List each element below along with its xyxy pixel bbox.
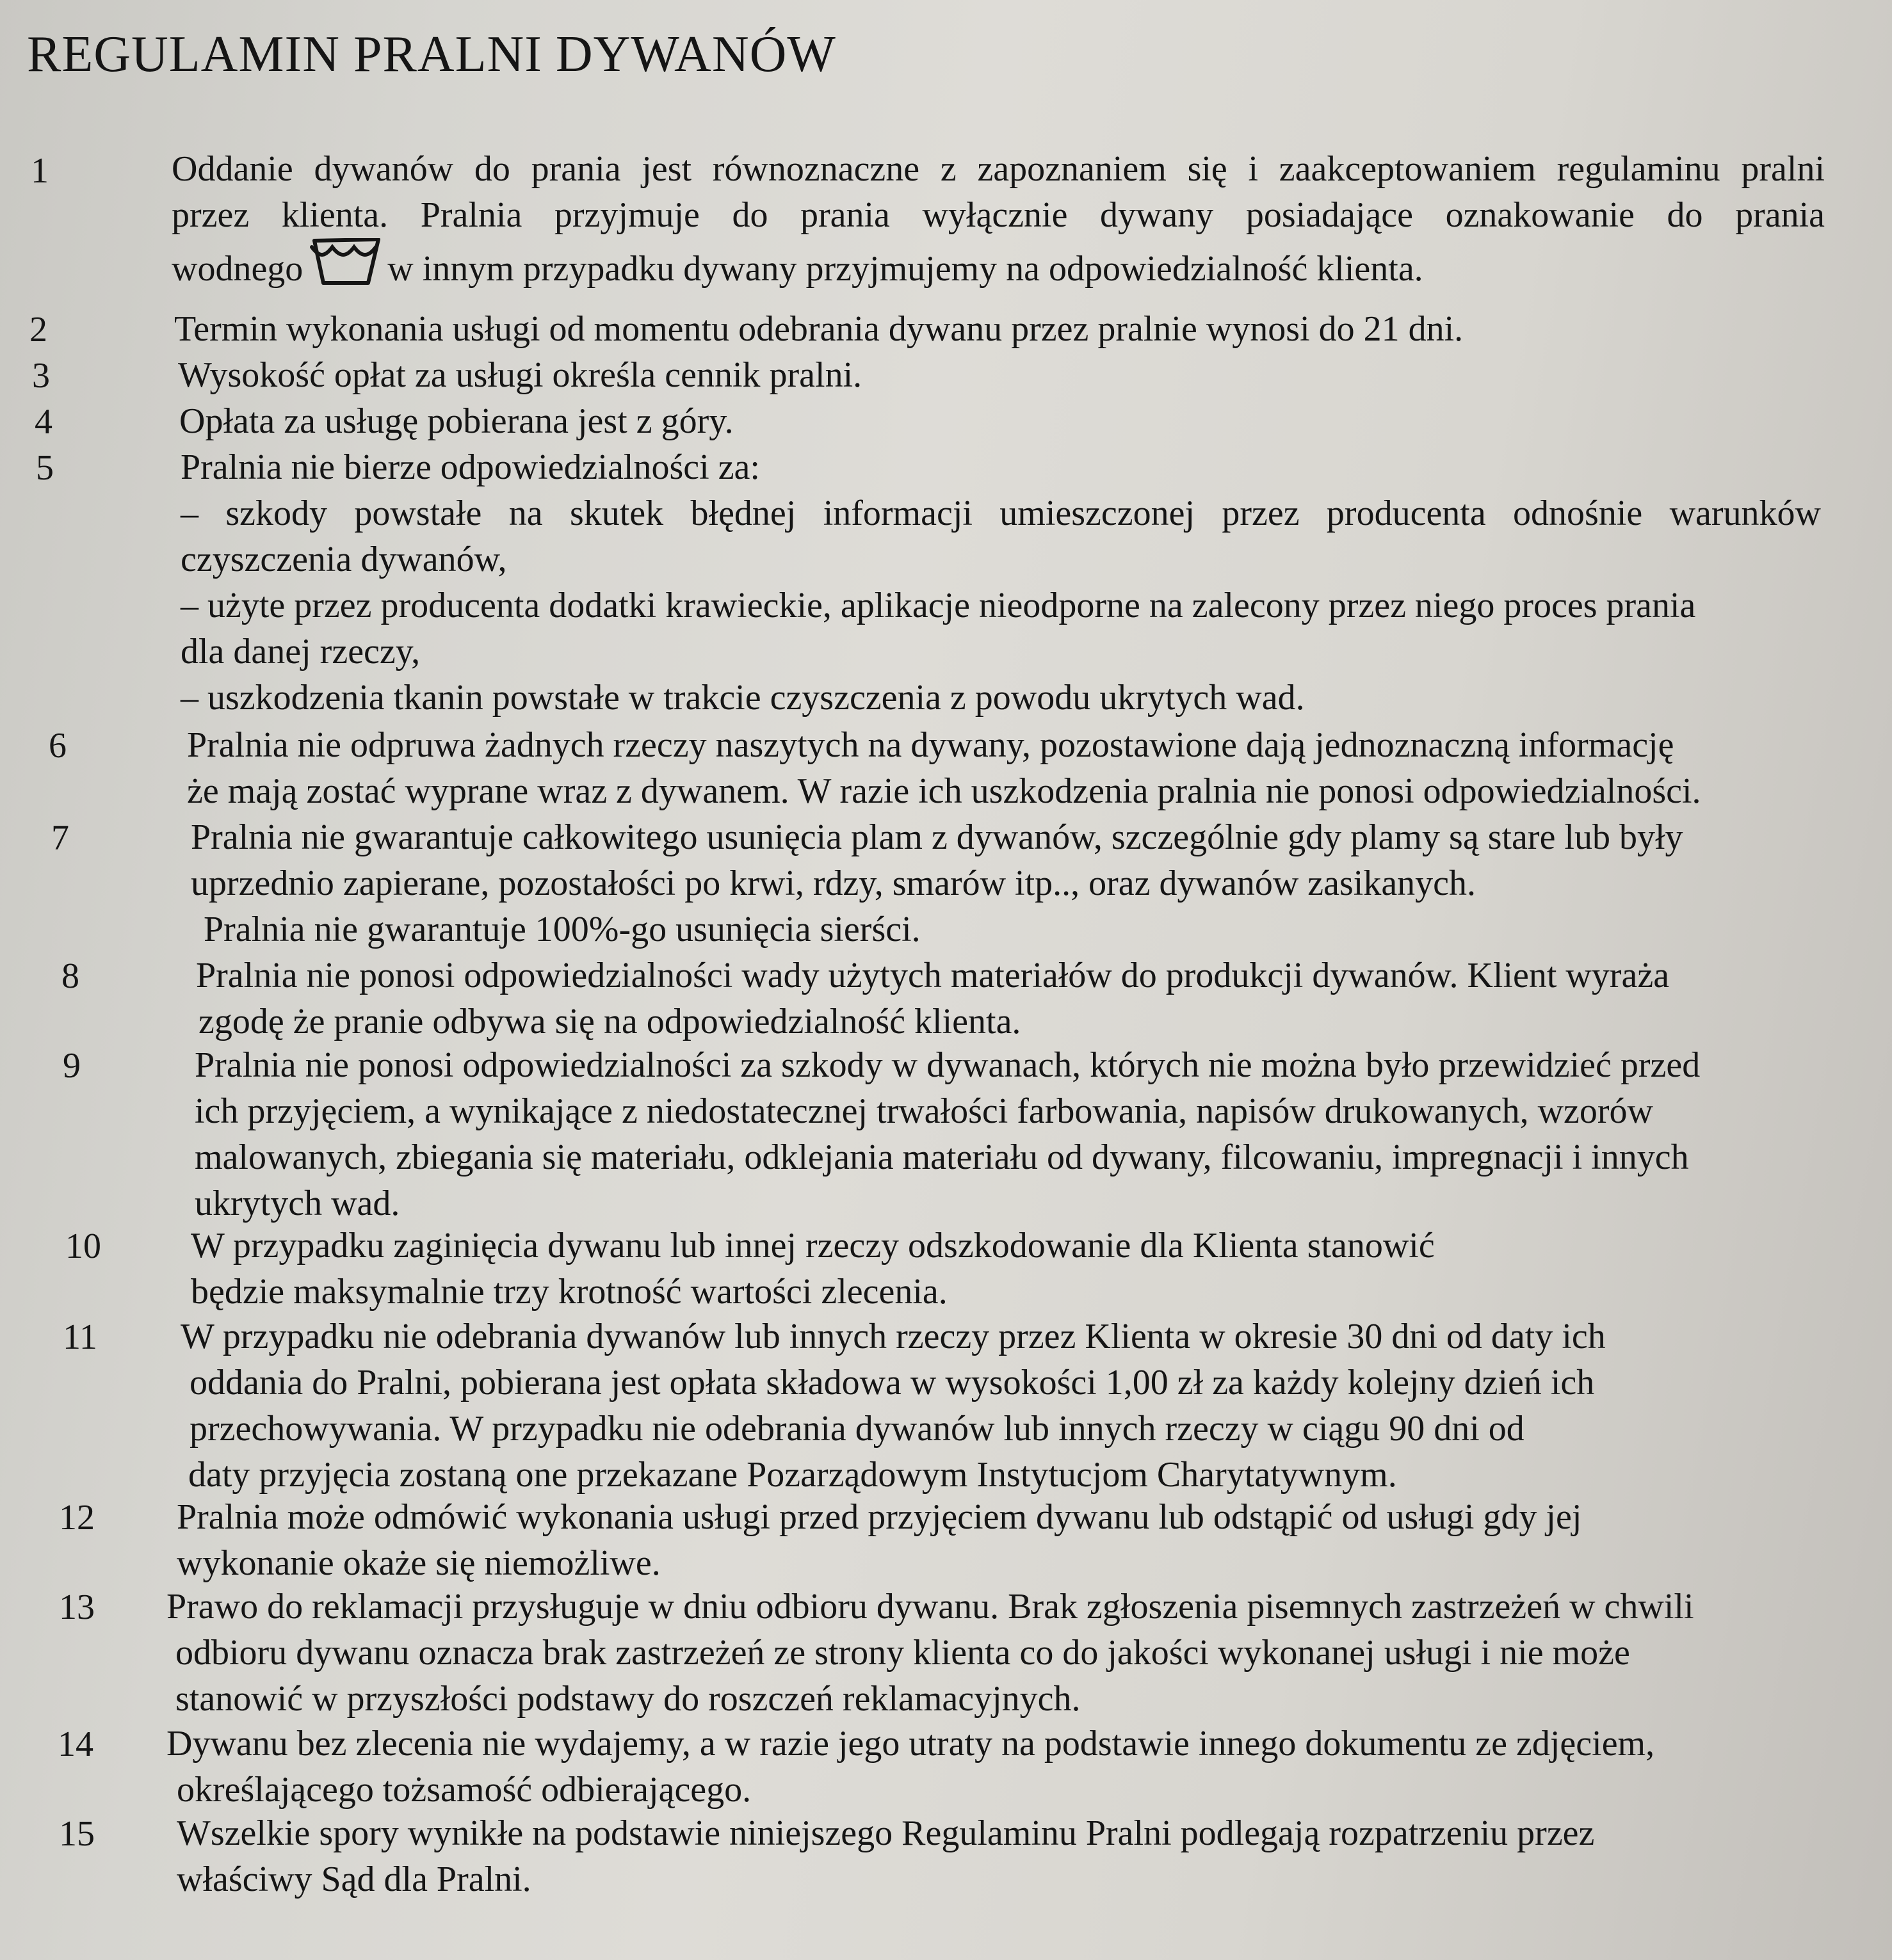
rule-line: daty przyjęcia zostaną one przekazane Pozarządowym Instytucjom Charytatywnym.	[188, 1455, 1397, 1495]
rule-line: Pralnia nie odpruwa żadnych rzeczy naszytych na dywany, pozostawione dają jednoznaczną informację	[187, 725, 1674, 765]
rule-text	[181, 444, 1821, 721]
rule-number: 2	[29, 310, 47, 349]
rule-text	[187, 722, 1701, 814]
rule-line: czyszczenia dywanów,	[181, 540, 507, 579]
rule-line: – szkody powstałe na skutek błędnej informacji umieszczonej przez producenta odnośnie warunków	[181, 494, 1821, 533]
rule-text	[166, 1721, 1654, 1813]
rule-line: Pralnia nie bierze odpowiedzialności za:	[181, 447, 760, 487]
rule-line: Prawo do reklamacji przysługuje w dniu odbioru dywanu. Brak zgłoszenia pisemnych zastrzeżeń w chwili	[166, 1587, 1694, 1627]
rule-text	[195, 1042, 1700, 1226]
rule-line: Wszelkie spory wynikłe na podstawie niniejszego Regulaminu Pralni podlegają rozpatrzeniu przez	[177, 1813, 1595, 1853]
rule-line: – użyte przez producenta dodatki krawieckie, aplikacje nieodporne na zalecony przez niego proces prania	[181, 586, 1696, 625]
rule-line	[172, 238, 1825, 306]
rule-line: stanowić w przyszłości podstawy do roszczeń reklamacyjnych.	[175, 1679, 1081, 1719]
rule-line: Wysokość opłat za usługi określa cennik pralni.	[178, 355, 862, 395]
rule-line: będzie maksymalnie trzy krotność wartości zlecenia.	[191, 1272, 948, 1312]
rule-line: malowanych, zbiegania się materiału, odklejania materiału od dywany, filcowaniu, impregnacji i innych	[195, 1137, 1689, 1177]
rule-number: 10	[65, 1226, 101, 1266]
rule-line: Opłata za usługę pobierana jest z góry.	[179, 401, 734, 441]
rule-number: 13	[59, 1587, 95, 1627]
rule-line: Pralnia nie ponosi odpowiedzialności wady użytych materiałów do produkcji dywanów. Klient wyraża	[196, 956, 1670, 995]
rule-text	[191, 1223, 1435, 1315]
rule-text	[178, 352, 862, 398]
rule-number: 15	[59, 1814, 95, 1854]
rule-line: Termin wykonania usługi od momentu odebrania dywanu przez pralnie wynosi do 21 dni.	[174, 309, 1464, 349]
rule-line-part: wodnego	[172, 248, 303, 289]
rule-number: 1	[31, 151, 49, 191]
rule-text	[196, 952, 1669, 1045]
rule-line: odbioru dywanu oznacza brak zastrzeżeń ze strony klienta co do jakości wykonanej usługi i nie może	[175, 1633, 1630, 1673]
rule-number: 14	[58, 1724, 93, 1764]
rule-line: zgodę że pranie odbywa się na odpowiedzialność klienta.	[198, 1002, 1021, 1041]
rule-text	[166, 1584, 1694, 1722]
rule-line: wykonanie okaże się niemożliwe.	[177, 1543, 661, 1583]
rule-text	[179, 398, 734, 444]
rule-text	[174, 306, 1463, 352]
document-title: REGULAMIN PRALNI DYWANÓW	[27, 26, 836, 83]
rule-line: Pralnia może odmówić wykonania usługi przed przyjęciem dywanu lub odstąpić od usługi gdy jej	[177, 1497, 1582, 1537]
rule-line: uprzednio zapierane, pozostałości po krwi, rdzy, smarów itp.., oraz dywanów zasikanych.	[191, 864, 1476, 903]
rule-text	[177, 1494, 1581, 1586]
rule-line: oddania do Pralni, pobierana jest opłata składowa w wysokości 1,00 zł za każdy kolejny dzień ich	[190, 1363, 1595, 1402]
rule-number: 6	[49, 726, 67, 766]
wash-tub-icon	[309, 238, 381, 300]
rule-line: W przypadku nie odebrania dywanów lub innych rzeczy przez Klienta w okresie 30 dni od daty ich	[181, 1317, 1606, 1356]
rule-line: – uszkodzenia tkanin powstałe w trakcie czyszczenia z powodu ukrytych wad.	[181, 678, 1305, 718]
rule-line: Pralnia nie gwarantuje całkowitego usunięcia plam z dywanów, szczególnie gdy plamy są stare lub były	[191, 817, 1683, 857]
rule-line: ich przyjęciem, a wynikające z niedostatecznej trwałości farbowania, napisów drukowanych, wzorów	[195, 1091, 1653, 1131]
rule-number: 3	[32, 356, 50, 396]
rule-number: 4	[35, 402, 53, 442]
rule-number: 11	[63, 1317, 97, 1357]
rule-line: że mają zostać wyprane wraz z dywanem. W razie ich uszkodzenia pralnia nie ponosi odpowiedzialności.	[187, 771, 1701, 811]
rule-text	[191, 814, 1683, 952]
rule-line: Pralnia nie ponosi odpowiedzialności za szkody w dywanach, których nie można było przewidzieć przed	[195, 1045, 1701, 1085]
rule-line: ukrytych wad.	[195, 1184, 400, 1223]
rule-line: dla danej rzeczy,	[181, 632, 421, 671]
rule-line: przechowywania. W przypadku nie odebrania dywanów lub innych rzeczy w ciągu 90 dni od	[190, 1409, 1524, 1449]
rule-text	[181, 1313, 1606, 1498]
rule-line: właściwy Sąd dla Pralni.	[177, 1860, 531, 1899]
rule-line: Dywanu bez zlecenia nie wydajemy, a w razie jego utraty na podstawie innego dokumentu ze zdjęciem,	[166, 1724, 1655, 1763]
rule-line: określającego tożsamość odbierającego.	[177, 1770, 752, 1810]
rule-number: 8	[61, 956, 79, 996]
rule-line: Oddanie dywanów do prania jest równoznaczne z zapoznaniem się i zaakceptowaniem regulaminu pralni	[172, 149, 1825, 189]
rule-line-part: w innym przypadku dywany przyjmujemy na odpowiedzialność klienta.	[387, 248, 1423, 289]
rule-line: W przypadku zaginięcia dywanu lub innej rzeczy odszkodowanie dla Klienta stanowić	[191, 1226, 1435, 1265]
rule-number: 7	[51, 818, 69, 858]
rule-text	[172, 146, 1825, 306]
rule-number: 9	[63, 1046, 81, 1086]
rule-number: 12	[59, 1498, 95, 1538]
rule-line: Pralnia nie gwarantuje 100%-go usunięcia sierści.	[204, 910, 921, 949]
rule-text	[177, 1810, 1594, 1902]
rule-line: przez klienta. Pralnia przyjmuje do prania wyłącznie dywany posiadające oznakowanie do prania	[172, 195, 1825, 235]
rule-number: 5	[36, 448, 54, 488]
